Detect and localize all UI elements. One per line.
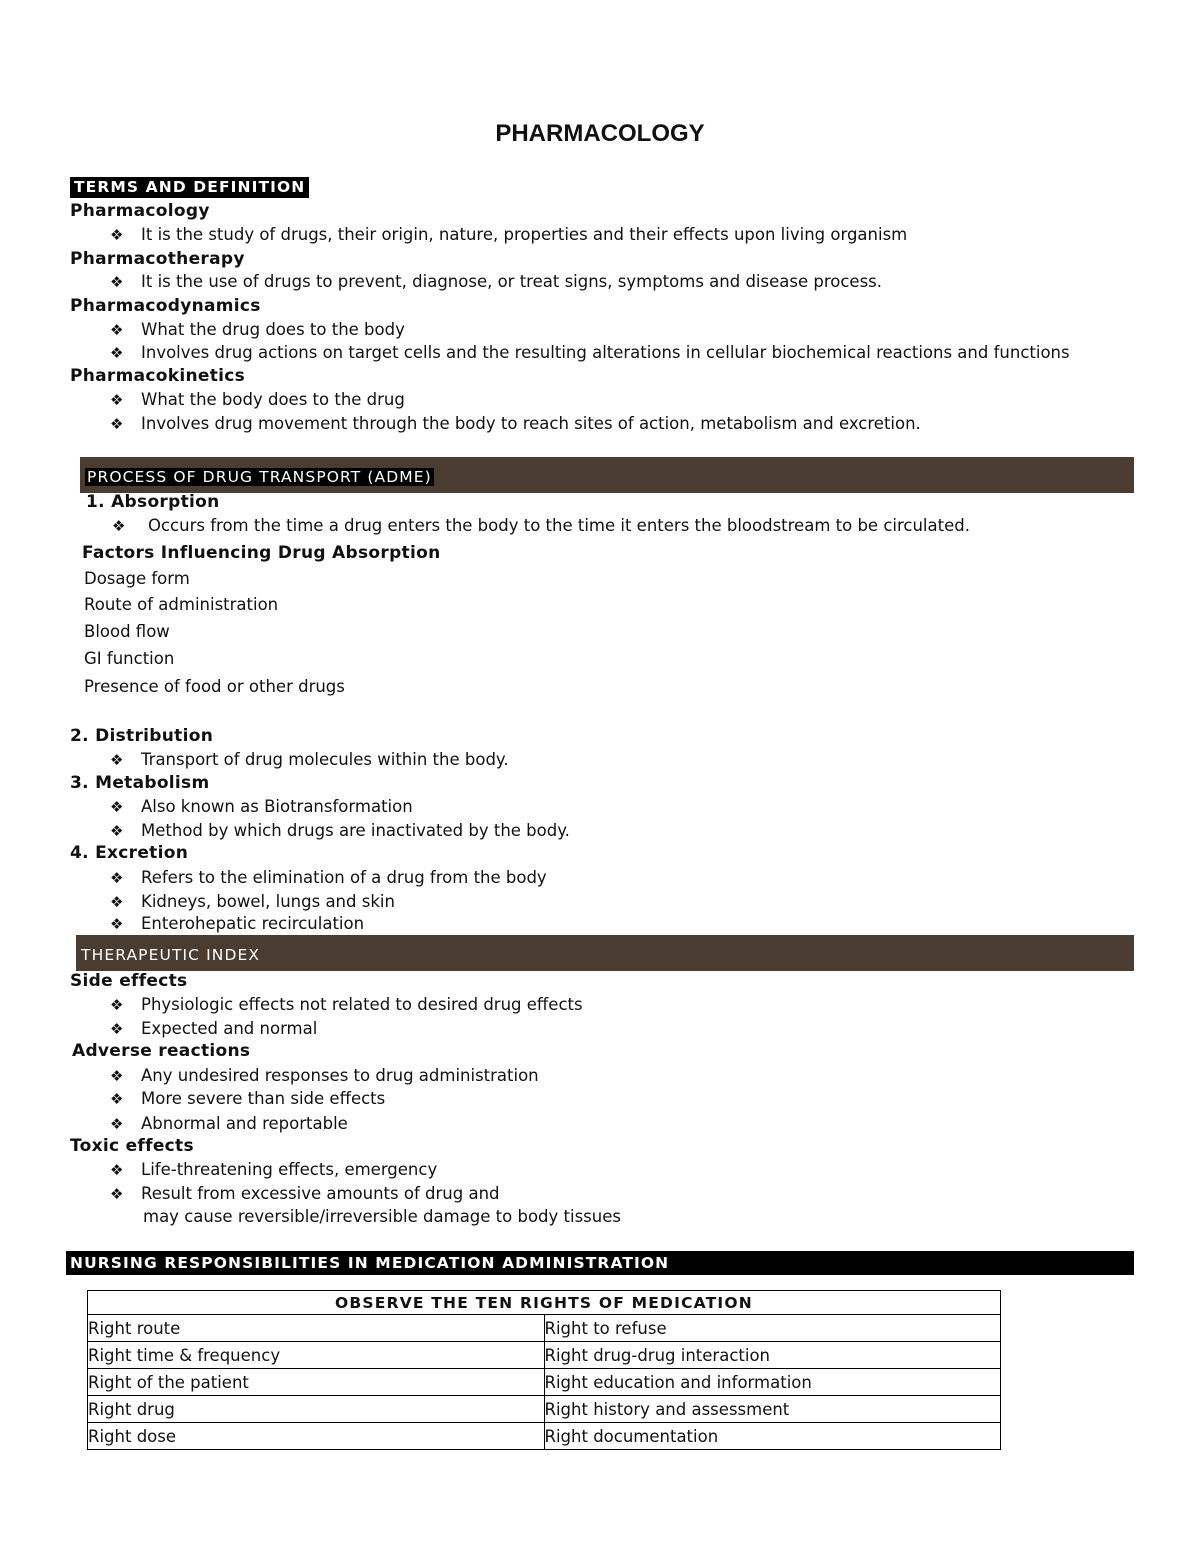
list-item: Refers to the elimination of a drug from the body (141, 868, 547, 887)
list-item: Enterohepatic recirculation (141, 914, 365, 933)
list-item: What the drug does to the body (141, 320, 405, 339)
list-item: Also known as Biotransformation (141, 797, 413, 816)
list-item: What the body does to the drug (141, 390, 405, 409)
bullet-icon: ❖ (110, 344, 124, 362)
bullet-icon: ❖ (112, 517, 126, 535)
section-header-nursing: NURSING RESPONSIBILITIES IN MEDICATION ADMINISTRATION (66, 1251, 1134, 1275)
bullet-icon: ❖ (110, 915, 124, 933)
bullet-icon: ❖ (110, 321, 124, 339)
table-row (88, 1396, 1001, 1423)
excretion-heading: 4. Excretion (70, 843, 189, 863)
term-pharmacology: Pharmacology (70, 201, 210, 221)
bullet-icon: ❖ (110, 751, 124, 769)
table-row (88, 1369, 1001, 1396)
adverse-heading: Adverse reactions (72, 1041, 251, 1061)
list-item: It is the study of drugs, their origin, nature, properties and their effects upon living organism (141, 225, 908, 244)
table-cell: Right time & frequency (88, 1342, 545, 1369)
bullet-icon: ❖ (110, 1090, 124, 1108)
bullet-icon: ❖ (110, 226, 124, 244)
table-cell: Right dose (88, 1423, 545, 1450)
list-item: More severe than side effects (141, 1089, 386, 1108)
term-pharmacodynamics: Pharmacodynamics (70, 296, 261, 316)
list-item: Transport of drug molecules within the body. (141, 750, 509, 769)
list-item: Expected and normal (141, 1019, 318, 1038)
section-header-adme-label: PROCESS OF DRUG TRANSPORT (ADME) (87, 468, 432, 486)
list-item: Abnormal and reportable (141, 1114, 348, 1133)
list-item: Result from excessive amounts of drug and (141, 1184, 500, 1203)
bullet-icon: ❖ (110, 1115, 124, 1133)
section-header-therapeutic-label: THERAPEUTIC INDEX (81, 946, 261, 964)
section-header-therapeutic (76, 935, 1134, 971)
list-item: Method by which drugs are inactivated by the body. (141, 821, 570, 840)
table-title: OBSERVE THE TEN RIGHTS OF MEDICATION (88, 1291, 1001, 1315)
factors-heading: Factors Influencing Drug Absorption (82, 543, 441, 563)
list-item: Physiologic effects not related to desired drug effects (141, 995, 583, 1014)
bullet-icon: ❖ (110, 869, 124, 887)
metabolism-heading: 3. Metabolism (70, 773, 210, 793)
bullet-icon: ❖ (110, 1185, 124, 1203)
table-row (88, 1423, 1001, 1450)
factor-item: Route of administration (84, 595, 279, 614)
bullet-icon: ❖ (110, 1067, 124, 1085)
list-item: Kidneys, bowel, lungs and skin (141, 892, 395, 911)
table-cell: Right drug-drug interaction (544, 1342, 1001, 1369)
bullet-icon: ❖ (110, 415, 124, 433)
bullet-icon: ❖ (110, 798, 124, 816)
list-item: Any undesired responses to drug administration (141, 1066, 539, 1085)
list-item: Occurs from the time a drug enters the body to the time it enters the bloodstream to be circulated. (148, 516, 970, 535)
table-header-row (88, 1291, 1001, 1315)
distribution-heading: 2. Distribution (70, 726, 214, 746)
side-effects-heading: Side effects (70, 971, 188, 991)
table-cell: Right history and assessment (544, 1396, 1001, 1423)
ten-rights-table (87, 1290, 1001, 1450)
factor-item: Dosage form (84, 569, 190, 588)
table-cell: Right route (88, 1315, 545, 1342)
list-item: Involves drug movement through the body to reach sites of action, metabolism and excretion. (141, 414, 921, 433)
bullet-icon: ❖ (110, 391, 124, 409)
list-item-continuation: may cause reversible/irreversible damage to body tissues (143, 1207, 621, 1226)
section-header-adme (80, 457, 1134, 493)
list-item: It is the use of drugs to prevent, diagnose, or treat signs, symptoms and disease process. (141, 272, 883, 291)
factor-item: Presence of food or other drugs (84, 677, 345, 696)
section-header-terms: TERMS AND DEFINITION (70, 177, 309, 198)
bullet-icon: ❖ (110, 893, 124, 911)
bullet-icon: ❖ (110, 273, 124, 291)
factor-item: Blood flow (84, 622, 170, 641)
bullet-icon: ❖ (110, 996, 124, 1014)
table-cell: Right education and information (544, 1369, 1001, 1396)
absorption-heading: 1. Absorption (86, 492, 220, 512)
term-pharmacotherapy: Pharmacotherapy (70, 249, 245, 269)
list-item: Involves drug actions on target cells and the resulting alterations in cellular biochemical reactions and functions (141, 343, 1070, 362)
table-cell: Right of the patient (88, 1369, 545, 1396)
table-row (88, 1342, 1001, 1369)
page-title: PHARMACOLOGY (495, 120, 705, 147)
table-cell: Right documentation (544, 1423, 1001, 1450)
table-cell: Right drug (88, 1396, 545, 1423)
list-item: Life-threatening effects, emergency (141, 1160, 438, 1179)
term-pharmacokinetics: Pharmacokinetics (70, 366, 246, 386)
bullet-icon: ❖ (110, 1020, 124, 1038)
bullet-icon: ❖ (110, 822, 124, 840)
table-row (88, 1315, 1001, 1342)
factor-item: GI function (84, 649, 175, 668)
bullet-icon: ❖ (110, 1161, 124, 1179)
toxic-heading: Toxic effects (70, 1136, 194, 1156)
table-cell: Right to refuse (544, 1315, 1001, 1342)
